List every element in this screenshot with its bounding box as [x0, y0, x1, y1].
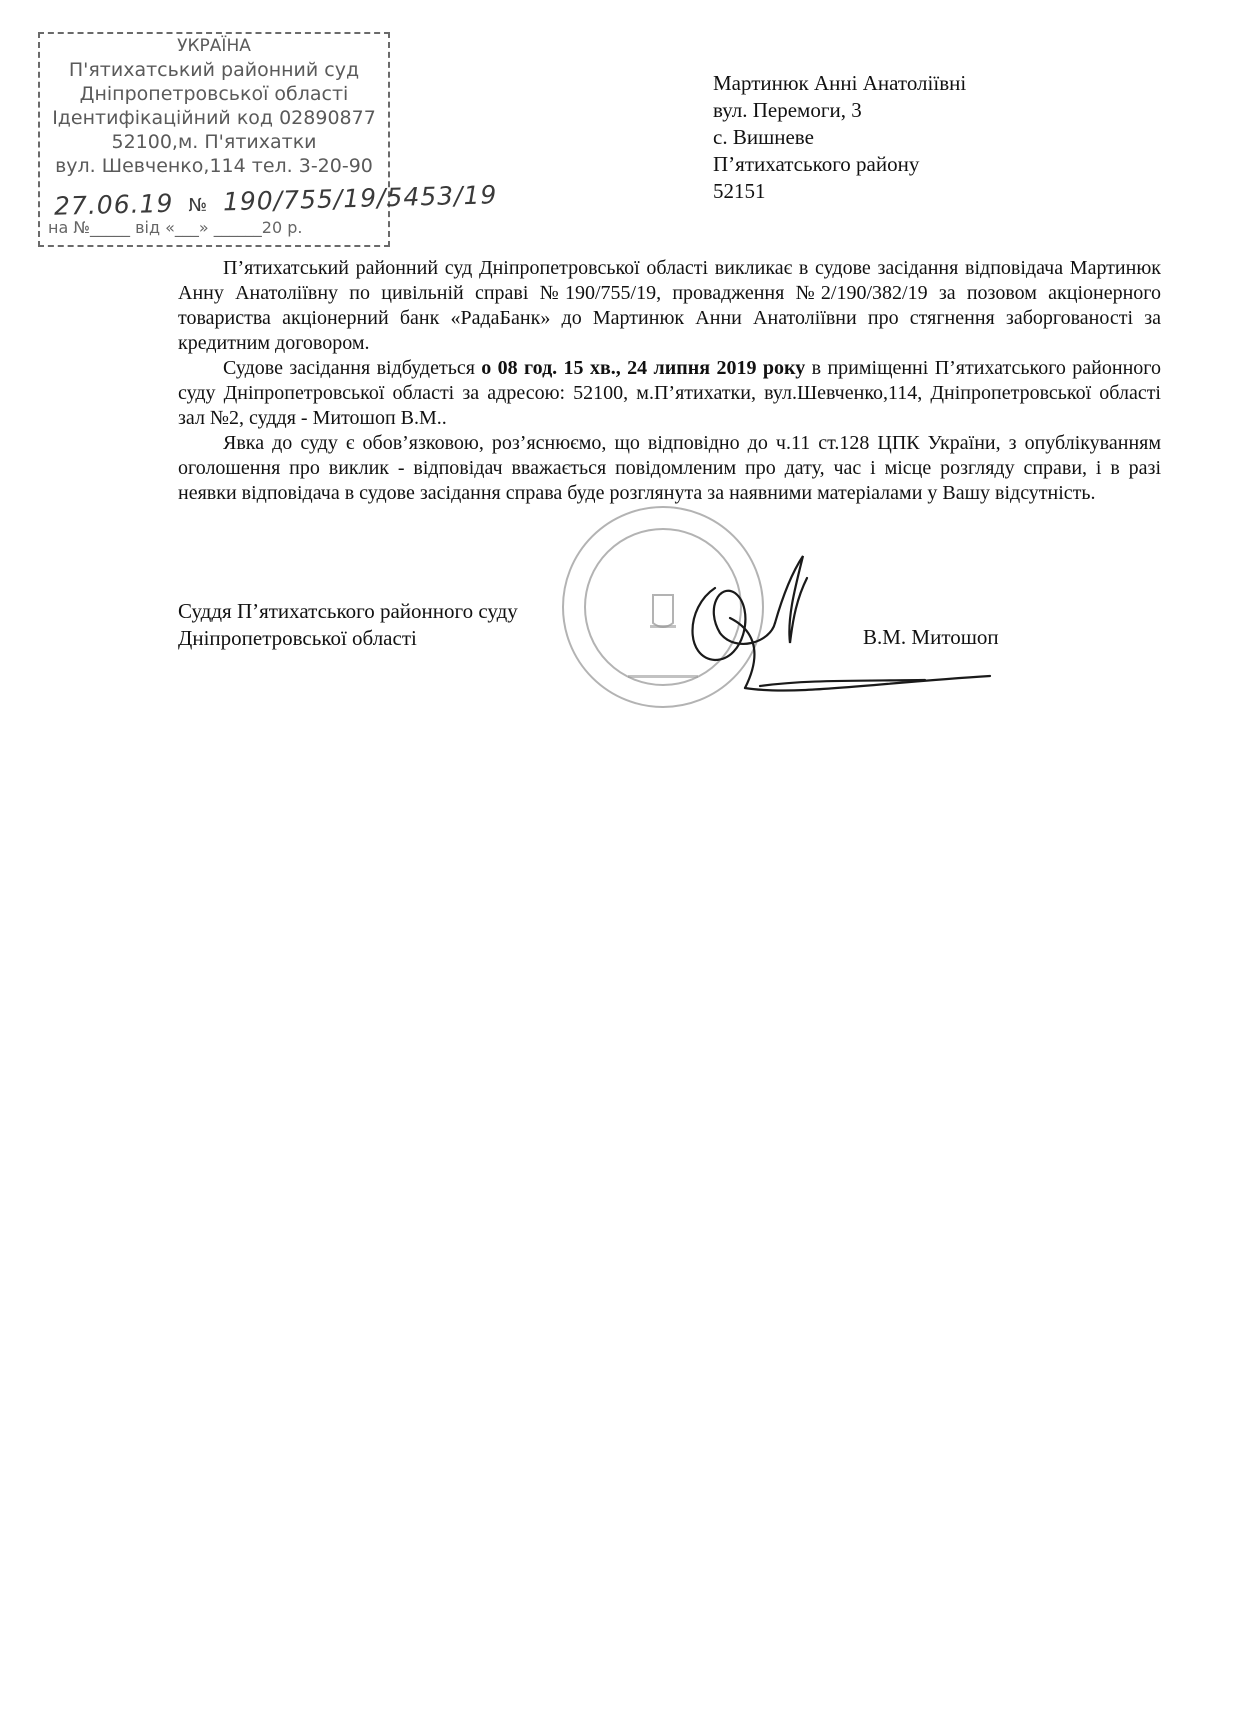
stamp-number: 190/755/19/5453/19 — [222, 180, 498, 217]
stamp-country: УКРАЇНА — [177, 36, 251, 56]
paragraph-attendance: Явка до суду є обов’язковою, роз’яснюємо, що відповідно до ч.11 ст.128 ЦПК України, з опублікуванням оголошення про виклик - відповідач вважається повідомленим про дату, час і місце розгляду справи, і в разі неявки відповідача в судове засідання справа буде розглянута за наявними матеріалами у Вашу відсутність. — [178, 432, 1161, 504]
judge-title-line1: Суддя П’ятихатського районного суду — [178, 599, 518, 623]
recipient-street: вул. Перемоги, 3 — [713, 98, 862, 122]
paragraph-summons: П’ятихатський районний суд Дніпропетровської області викликає в судове засідання відповідача Мартинюк Анну Анатоліївну по цивільній справі №190/755/19, провадження №2/190/382/19 за позовом акціонерного товариства акціонерний банк «РадаБанк» до Мартинюк Анни Анатоліївни про стягнення заборгованості за кредитним договором. — [178, 257, 1161, 354]
stamp-city: 52100,м. П'ятихатки — [111, 131, 317, 153]
stamp-address: вул. Шевченко,114 тел. 3-20-90 — [55, 155, 373, 177]
hearing-datetime: о 08 год. 15 хв., 24 липня 2019 року — [481, 357, 806, 379]
paragraph-hearing — [178, 356, 1161, 431]
handwritten-signature — [675, 548, 995, 698]
hearing-location: в приміщенні П’ятихатського районного суду Дніпропетровської області за адресою: 52100, м.П’ятихатки, вул.Шевченко,114, Дніпропетровської області зал №2, суддя - Митошоп В.М.. — [178, 357, 1161, 429]
recipient-postcode: 52151 — [713, 179, 766, 203]
stamp-id-code: Ідентифікаційний код 02890877 — [52, 107, 376, 129]
judge-title — [178, 598, 518, 652]
recipient-village: с. Вишневе — [713, 125, 814, 149]
stamp-court-name: П'ятихатський районний суд — [68, 59, 360, 81]
recipient-district: П’ятихатського району — [713, 152, 920, 176]
recipient-name: Мартинюк Анні Анатоліївні — [713, 71, 967, 95]
judge-name: В.М. Митошоп — [863, 625, 999, 649]
stamp-region: Дніпропетровської області — [79, 83, 349, 105]
stamp-handwritten-row — [54, 178, 575, 221]
stamp-number-prefix: № — [188, 194, 209, 217]
registration-stamp — [38, 32, 498, 247]
stamp-date: 27.06.19 — [53, 188, 174, 221]
hearing-intro: Судове засідання відбудеться — [223, 357, 482, 379]
summons-body — [178, 256, 1161, 506]
recipient-address — [713, 70, 966, 205]
judge-title-line2: Дніпропетровської області — [178, 626, 417, 650]
stamp-reference-row: на №_____ від «___» ______20 р. — [48, 218, 303, 237]
